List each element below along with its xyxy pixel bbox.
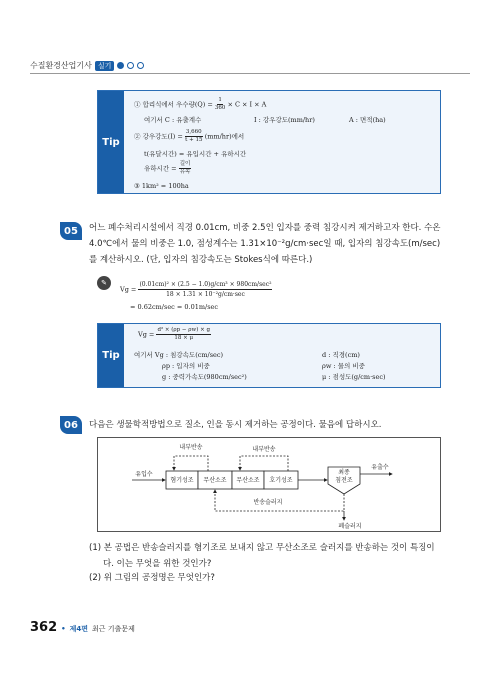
part-label: 제4편 xyxy=(69,625,89,633)
outflow-label: 유출수 xyxy=(371,464,389,471)
tank-label: 혐기성조 xyxy=(170,477,194,484)
internal-recycle-2 xyxy=(240,456,288,471)
tip-text: ρp : 입자의 비중 xyxy=(162,362,210,370)
question-number-05: 05 xyxy=(60,222,82,240)
practical-badge: 실기 xyxy=(95,61,115,71)
internal-recycle-label: 내부반송 xyxy=(252,446,276,453)
tip-label: Tip xyxy=(98,324,124,387)
tip-box-rational-formula xyxy=(97,90,441,194)
tip-text: t(유달시간) = 유입시간 + 유하시간 xyxy=(144,150,247,158)
page-footer xyxy=(30,620,135,635)
internal-recycle-1 xyxy=(174,456,208,471)
circle-filled-icon xyxy=(117,62,124,69)
clarifier-label: 침전조 xyxy=(335,477,353,484)
tip-text: (mm/hr)에서 xyxy=(204,132,245,141)
question-06-sub2: (2) 위 그림의 공정명은 무엇인가? xyxy=(89,573,215,583)
question-line: (1) 본 공법은 반송슬러지를 혐기조로 보내지 않고 무산소조로 슬러지를 반송하는 것이 특징이 xyxy=(89,543,435,553)
process-diagram xyxy=(97,437,441,532)
solution-result: = 0.62cm/sec = 0.01m/sec xyxy=(130,303,219,311)
tip-text: Vg = xyxy=(138,330,155,339)
question-line: 다. 이는 무엇을 위한 것인가? xyxy=(103,559,212,569)
tip-text: ρw : 물의 비중 xyxy=(322,362,365,370)
clarifier-label: 최종 xyxy=(338,469,350,476)
circle-outline-icon xyxy=(137,62,144,69)
tip-text: 여기서 C : 유출계수 xyxy=(144,116,202,124)
header-rule xyxy=(30,73,470,74)
tip-text: d : 직경(cm) xyxy=(322,351,360,359)
question-line: 4.0℃에서 물의 비중은 1.0, 점성계수는 1.31×10⁻²g/cm·sec일 때, 입자의 침강속도(m/sec) xyxy=(89,239,441,249)
tank-label: 무산소조 xyxy=(203,477,227,484)
chapter-title: 최근 기출문제 xyxy=(92,625,135,633)
question-line: 어느 폐수처리시설에서 직경 0.01cm, 비중 2.5인 입자를 중력 침강시켜 제거하고자 한다. 수온 xyxy=(89,223,441,233)
tip-text: ③ 1km² = 100ha xyxy=(134,182,189,190)
question-06-sub1 xyxy=(89,540,479,572)
solution-equation xyxy=(120,280,272,299)
bullet-icon: • xyxy=(61,625,66,633)
tip-text: 여기서 Vg : 침강속도(cm/sec) xyxy=(134,351,224,359)
circle-outline-icon xyxy=(127,62,134,69)
tip-text: × C × I × A xyxy=(227,100,267,109)
tip-label: Tip xyxy=(98,91,124,193)
subject-title: 수질환경산업기사 xyxy=(30,61,92,70)
solution-icon: ✎ xyxy=(97,276,111,290)
inflow-label: 유입수 xyxy=(135,471,153,478)
fraction: $\frac{1}{360}$ xyxy=(214,97,226,111)
fraction: $\frac{\text{d² × (ρp − ρw) × g}}{18 \times \mu}$ xyxy=(157,327,211,341)
fraction: $\frac{\text{길이}}{\text{유속}}$ xyxy=(179,161,191,175)
question-06-text: 다음은 생물학적방법으로 질소, 인을 동시 제거하는 공정이다. 물음에 답하시오. xyxy=(89,420,382,430)
running-header xyxy=(30,60,144,71)
return-sludge-label: 반송슬러지 xyxy=(253,499,283,506)
page-number: 362 xyxy=(30,620,58,635)
tip-text: ① 합리식에서 우수량(Q) = xyxy=(134,100,213,109)
tip-text: μ : 점성도(g/cm·sec) xyxy=(322,373,386,381)
internal-recycle-label: 내부반송 xyxy=(179,444,203,451)
tank-label: 무산소조 xyxy=(236,477,260,484)
fraction: $\frac{3,660}{t + 15}$ xyxy=(185,129,203,143)
tank-label: 호기성조 xyxy=(269,477,293,484)
tip-text: g : 중력가속도(980cm/sec²) xyxy=(162,373,247,381)
solution-lhs: Vg = xyxy=(120,285,137,294)
tip-text: ② 강우강도(I) = xyxy=(134,132,183,141)
process-diagram-svg xyxy=(98,438,440,531)
question-line: 를 계산하시오. (단, 입자의 침강속도는 Stokes식에 따른다.) xyxy=(89,255,313,265)
question-05-text xyxy=(89,220,479,268)
solution-fraction: $\frac{\text{(0.01cm)² × (2.5 − 1.0)g/cm³ × 980cm/sec²}}{\text{18 × 1.31 × 10⁻²g/cm·sec}}$ xyxy=(139,281,272,298)
question-number-06: 06 xyxy=(60,416,82,434)
tip-box-stokes xyxy=(97,323,441,388)
waste-sludge-label: 폐슬러지 xyxy=(338,523,362,530)
tip-text: A : 면적(ha) xyxy=(349,116,386,124)
tip-text: I : 강우강도(mm/hr) xyxy=(254,116,315,124)
tip-text: 유하시간 = xyxy=(144,164,177,173)
